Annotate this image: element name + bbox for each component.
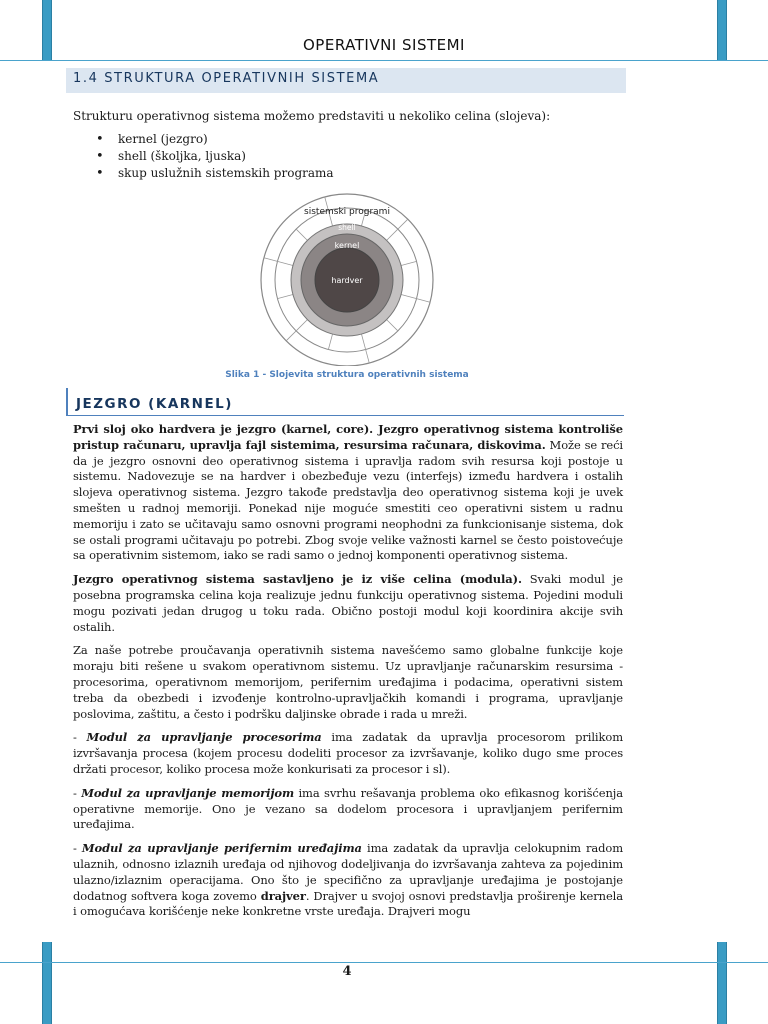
layers-diagram: [255, 190, 439, 366]
header-rule: [0, 60, 768, 61]
paragraph: [73, 643, 623, 722]
paragraph-prefix: -: [73, 841, 82, 856]
header-title: OPERATIVNI SISTEMI: [303, 36, 465, 54]
body-text: [73, 422, 623, 928]
paragraph-text: Može se reći da je jezgro osnovni deo operativnog sistema i upravlja radom svih resursa koji postoje u sistemu. Nadovezuje se na hardver i obezbeđuje vezu (interfejs) između hardvera i ostalih slojeva operativnog sistema. Jezgro takođe predstavlja deo operativnog sistema koji je uvek smešten u radnoj memoriji. Ponekad nije moguće smestiti ceo operativni sistem u radnu memoriju i zato se učitavaju samo osnovni programi neophodni za funkcionisanje sistema, dok se ostali programi učitavaju po potrebi. Zbog svoje velike važnosti karnel se često poistovećuje sa operativnim sistemom, iako se radi samo o jednoj komponenti operativnog sistema.: [73, 437, 624, 563]
paragraph-text: ima zadatak da upravlja procesorom prilikom izvršavanja procesa (kojem procesu dodeliti procesor za izvršavanje, koliko dugo sme proces držati procesor, koliko procesa može konkurisati za procesor i sl).: [73, 730, 624, 776]
module-title: Modul za upravljanje perifernim uređajima: [81, 841, 362, 856]
kernel-label: kernel: [334, 241, 360, 250]
footer-rule: [0, 962, 768, 963]
paragraph-bold: Jezgro operativnog sistema sastavljeno je iz više celina (modula).: [73, 572, 522, 587]
term-driver: drajver: [260, 888, 306, 903]
paragraph: [73, 572, 623, 635]
paragraph: [73, 841, 623, 920]
list-item: • kernel (jezgro): [96, 131, 334, 148]
right-bottom-bar: [717, 942, 727, 1024]
paragraph: [73, 422, 623, 564]
subsection-title: JEZGRO (KARNEL): [76, 396, 233, 412]
module-title: Modul za upravljanje procesorima: [86, 730, 322, 745]
left-bottom-bar: [42, 942, 52, 1024]
page-number: 4: [342, 964, 352, 979]
intro-text: Strukturu operativnog sistema možemo predstaviti u nekoliko celina (slojeva):: [73, 109, 551, 123]
paragraph: [73, 730, 623, 777]
paragraph-text: Svaki modul je posebna programska celina koja realizuje jednu funkciju operativnog sistema. Pojedini moduli mogu pozivati jedan drugog u toku rada. Obično postoji modul koji koordinira akcije svih ostalih.: [73, 572, 623, 634]
programs-label: sistemski programi: [304, 207, 390, 217]
paragraph-text: ima zadatak da upravlja celokupnim radom ulaznih, odnosno izlaznih uređaja od njihovog dodeljivanja do izvršavanja zahteva za pojedinim ulazno/izlaznim operacijama. Ono što je specifično za upravljanje uređajima je postojanje dodatnog softvera koga zovemo: [73, 841, 624, 903]
list-item: • shell (školjka, ljuska): [96, 148, 334, 165]
paragraph: [73, 786, 623, 833]
paragraph-prefix: -: [73, 730, 87, 745]
subsection-rule: [66, 415, 624, 416]
list-item: • skup uslužnih sistemskih programa: [96, 165, 334, 182]
paragraph-text: Za naše potrebe proučavanja operativnih sistema navešćemo samo globalne funkcije koje moraju biti rešene u svakom operativnom sistemu. Uz upravljanje računarskim resursima - procesorima, operativnom memorijom, perifernim uređajima i podacima, operativni sistem treba da obezbedi i izvođenje kontrolno-upravljačkih komandi i programa, upravljanje poslovima, zaštitu, a često i podršku daljinske obrade i rada u mreži.: [73, 643, 623, 721]
module-title: Modul za upravljanje memorijom: [81, 785, 295, 800]
paragraph-bold: Prvi sloj oko hardvera je jezgro (karnel, core). Jezgro operativnog sistema kontroliše pristup računaru, upravlja fajl sistemima, resursima računara, diskovima.: [73, 422, 623, 452]
paragraph-text: ima svrhu rešavanja problema oko efikasnog korišćenja operativne memorije. Ono je vezano sa dodelom procesora i upravljanjem perifernim uređajima.: [73, 785, 623, 832]
figure-caption: Slika 1 - Slojevita struktura operativnih sistema: [225, 370, 469, 380]
section-title: 1.4 STRUKTURA OPERATIVNIH SISTEMA: [73, 71, 380, 86]
paragraph-prefix: -: [73, 785, 82, 800]
paragraph-text: . Drajver u svojoj osnovi predstavlja proširenje kernela i omogućava korišćenje neke konkretne vrste uređaja. Drajveri mogu: [73, 888, 623, 919]
subsection-marker: [66, 388, 68, 415]
hardware-label: hardver: [331, 276, 363, 285]
bullet-list: [96, 131, 334, 182]
shell-label: shell: [338, 223, 356, 232]
